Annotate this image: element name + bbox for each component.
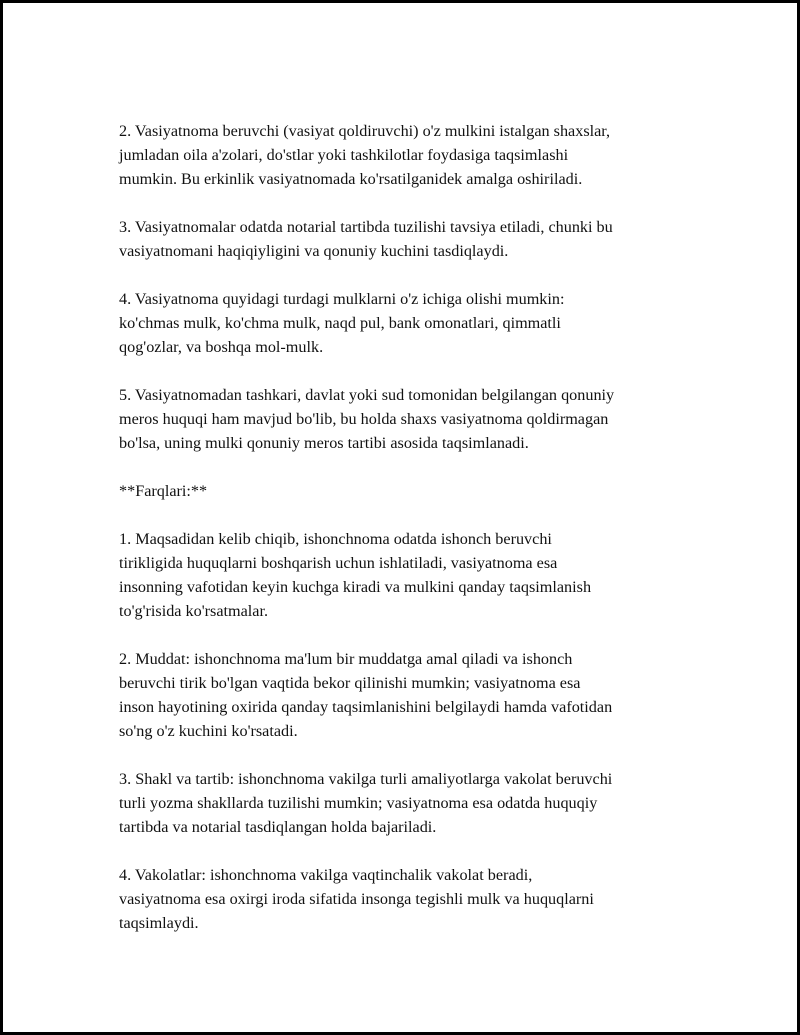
text-line: meros huquqi ham mavjud bo'lib, bu holda shaxs vasiyatnoma qoldirmagan: [119, 410, 609, 428]
paragraph-item-5-statutory-inheritance: [119, 383, 709, 455]
text-line: 3. Vasiyatnomalar odatda notarial tartibda tuzilishi tavsiya etiladi, chunki bu: [119, 218, 613, 236]
paragraph-item-4-property-types: [119, 287, 709, 359]
paragraph-difference-3-form: [119, 767, 709, 839]
section-heading-differences: [119, 479, 709, 503]
paragraph-difference-2-duration: [119, 647, 709, 743]
document-body: [119, 119, 709, 959]
text-line: insonning vafotidan keyin kuchga kiradi va mulkini qanday taqsimlanish: [119, 578, 592, 596]
paragraph-item-2-testator-freedom: [119, 119, 709, 191]
text-line: ko'chmas mulk, ko'chma mulk, naqd pul, bank omonatlari, qimmatli: [119, 314, 561, 332]
text-line: bo'lsa, uning mulki qonuniy meros tartibi asosida taqsimlanadi.: [119, 434, 529, 452]
text-line: vasiyatnomani haqiqiyligini va qonuniy kuchini tasdiqlaydi.: [119, 242, 509, 260]
text-line: 2. Vasiyatnoma beruvchi (vasiyat qoldiruvchi) o'z mulkini istalgan shaxslar,: [119, 122, 611, 140]
paragraph-difference-1-purpose: [119, 527, 709, 623]
paragraph-item-3-notarial: [119, 215, 709, 263]
text-line: taqsimlaydi.: [119, 914, 199, 932]
text-line: 4. Vakolatlar: ishonchnoma vakilga vaqtinchalik vakolat beradi,: [119, 866, 533, 884]
text-line: 4. Vasiyatnoma quyidagi turdagi mulklarni o'z ichiga olishi mumkin:: [119, 290, 565, 308]
text-line: tirikligida huquqlarni boshqarish uchun ishlatiladi, vasiyatnoma esa: [119, 554, 558, 572]
text-line: 1. Maqsadidan kelib chiqib, ishonchnoma odatda ishonch beruvchi: [119, 530, 552, 548]
paragraph-difference-4-powers: [119, 863, 709, 935]
text-line: 5. Vasiyatnomadan tashkari, davlat yoki sud tomonidan belgilangan qonuniy: [119, 386, 615, 404]
text-line: beruvchi tirik bo'lgan vaqtida bekor qilinishi mumkin; vasiyatnoma esa: [119, 674, 581, 692]
text-line: 2. Muddat: ishonchnoma ma'lum bir muddatga amal qiladi va ishonch: [119, 650, 573, 668]
text-line: qog'ozlar, va boshqa mol-mulk.: [119, 338, 324, 356]
text-line: tartibda va notarial tasdiqlangan holda bajariladi.: [119, 818, 437, 836]
text-line: vasiyatnoma esa oxirgi iroda sifatida insonga tegishli mulk va huquqlarni: [119, 890, 594, 908]
text-line: so'ng o'z kuchini ko'rsatadi.: [119, 722, 298, 740]
text-line: to'g'risida ko'rsatmalar.: [119, 602, 269, 620]
text-line: **Farqlari:**: [119, 482, 208, 500]
text-line: 3. Shakl va tartib: ishonchnoma vakilga turli amaliyotlarga vakolat beruvchi: [119, 770, 613, 788]
text-line: inson hayotining oxirida qanday taqsimlanishini belgilaydi hamda vafotidan: [119, 698, 613, 716]
text-line: turli yozma shakllarda tuzilishi mumkin; vasiyatnoma esa odatda huquqiy: [119, 794, 598, 812]
text-line: mumkin. Bu erkinlik vasiyatnomada ko'rsatilganidek amalga oshiriladi.: [119, 170, 583, 188]
text-line: jumladan oila a'zolari, do'stlar yoki tashkilotlar foydasiga taqsimlashi: [119, 146, 569, 164]
